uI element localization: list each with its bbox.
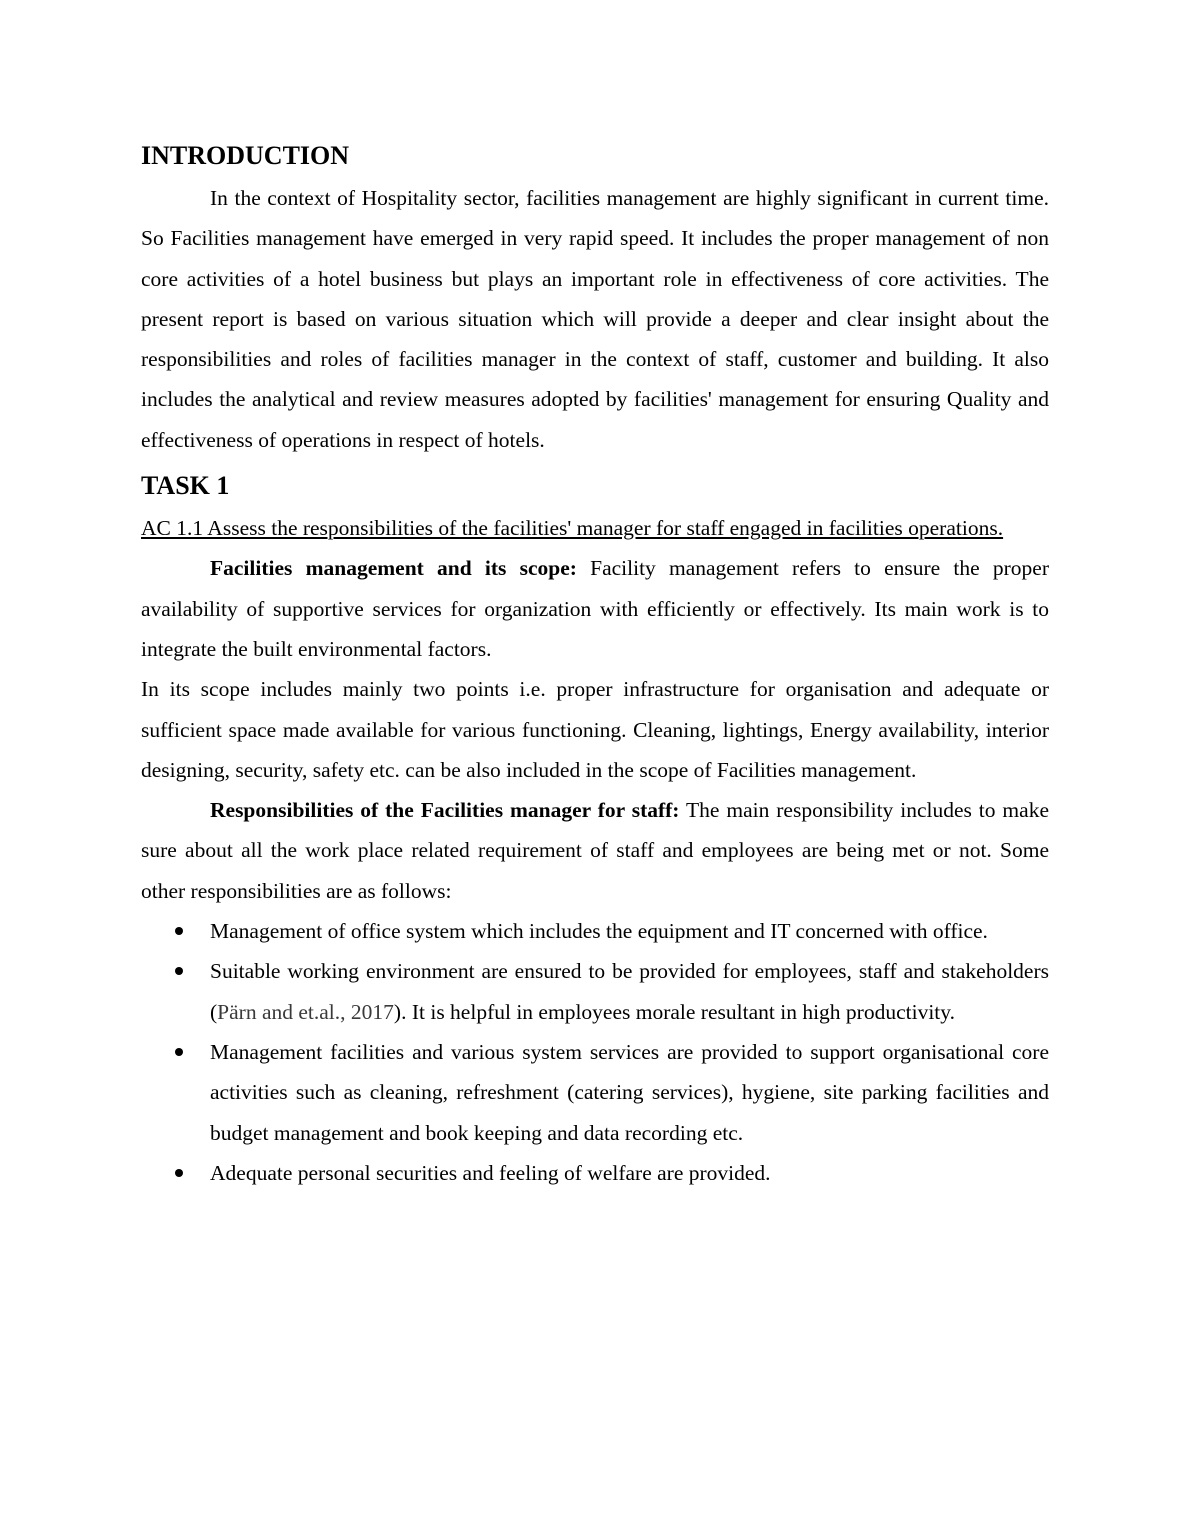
ac-1-1-title: AC 1.1 Assess the responsibilities of the facilities' manager for staff engaged in facilities operations. (141, 516, 1004, 541)
list-item-text-after-citation: ). It is helpful in employees morale resultant in high productivity. (393, 999, 955, 1024)
bullet-icon (175, 967, 183, 975)
task-1-heading: TASK 1 (141, 471, 230, 501)
list-item-text: Management of office system which includes the equipment and IT concerned with office. (210, 919, 988, 944)
document-page (141, 138, 1049, 1193)
bullet-icon (175, 927, 183, 935)
list-item (141, 951, 1049, 1032)
list-item (141, 911, 1049, 951)
bullet-icon (175, 1169, 183, 1177)
responsibilities-list (141, 911, 1049, 1193)
list-item (141, 1032, 1049, 1153)
citation: Pärn and et.al., 2017 (217, 999, 394, 1024)
list-item-text: Management facilities and various system services are provided to support organisational core activities such as cleaning, refreshment (catering services), hygiene, site parking facilities and budget management and book keeping and data recording etc. (210, 1039, 1049, 1145)
responsibilities-text: The main responsibility includes to make sure about all the work place related requirement of staff and employees are being met or not. Some other responsibilities are as follows: (141, 798, 1049, 903)
scope-paragraph (141, 548, 1049, 669)
list-item-text: Adequate personal securities and feeling of welfare are provided. (210, 1160, 771, 1185)
bullet-icon (175, 1048, 183, 1056)
responsibilities-paragraph (141, 790, 1049, 911)
introduction-paragraph: In the context of Hospitality sector, facilities management are highly significant in current time. So Facilities management have emerged in very rapid speed. It includes the proper management of non core activities of a hotel business but plays an important role in effectiveness of core activities. The present report is based on various situation which will provide a deeper and clear insight about the responsibilities and roles of facilities manager in the context of staff, customer and building. It also includes the analytical and review measures adopted by facilities' management for ensuring Quality and effectiveness of operations in respect of hotels. (141, 186, 1049, 452)
introduction-heading: INTRODUCTION (141, 141, 350, 170)
scope-paragraph-2: In its scope includes mainly two points i.e. proper infrastructure for organisation and adequate or sufficient space made available for various functioning. Cleaning, lightings, Energy availability, interior designing, security, safety etc. can be also included in the scope of Facilities management. (141, 677, 1049, 782)
responsibilities-label: Responsibilities of the Facilities manager for staff: (210, 798, 680, 823)
scope-label: Facilities management and its scope: (210, 556, 577, 581)
list-item-text-before-citation: Suitable working environment are ensured to be provided for employees, staff and stakeholders ( (210, 959, 1049, 1024)
list-item (141, 1153, 1049, 1193)
scope-text: Facility management refers to ensure the proper availability of supportive services for organization with efficiently or effectively. Its main work is to integrate the built environmental factors. (141, 556, 1049, 661)
